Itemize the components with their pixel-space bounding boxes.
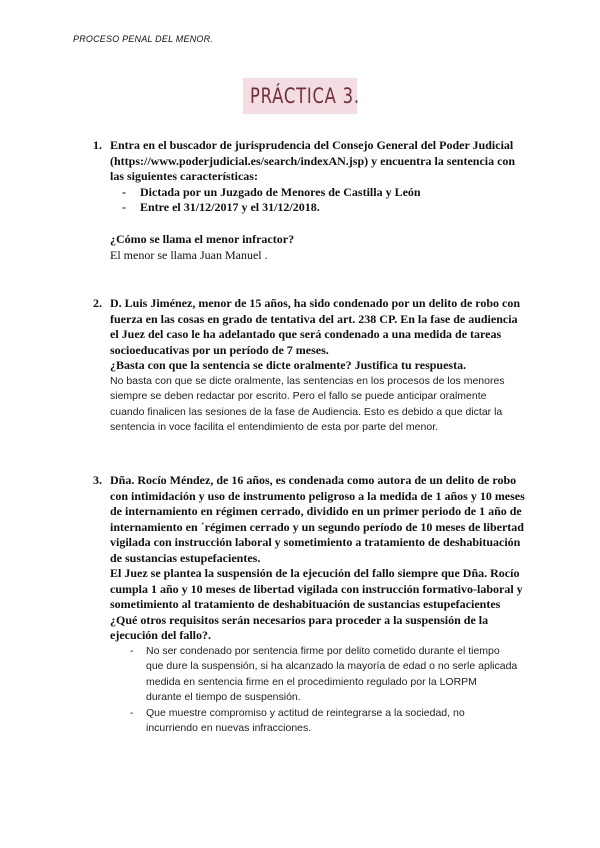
answer-line: Que muestre compromiso y actitud de reintegrarse a la sociedad, no	[146, 706, 465, 719]
question-prompt: ¿Qué otros requisitos serán necesarios para proceder a la suspensión de la	[110, 612, 489, 627]
question-text-line: Dña. Rocío Méndez, de 16 años, es condenada como autora de un delito de robo	[110, 473, 517, 487]
question-text-line: (https://www.poderjudicial.es/search/indexAN.jsp) y encuentra la sentencia con	[110, 153, 516, 168]
question-text-line: con intimidación y uso de instrumento peligroso a la medida de 1 años y 10 meses	[110, 488, 525, 503]
question-1	[93, 138, 522, 216]
question-text-line: sometimiento al tratamiento de deshabituación de sustancias estupefacientes	[110, 597, 501, 611]
question-text-line: fuerza en las cosas en grado de tentativa del art. 238 CP. En la fase de audiencia	[110, 311, 518, 326]
question-2	[93, 296, 522, 436]
question-number: 2.	[93, 296, 102, 310]
answer-line: medida en sentencia firme en el procedimiento regulado por la LORPM	[146, 675, 477, 688]
answer-line: siempre se deben redactar por escrito. Pero el fallo se puede anticipar oralmente	[110, 390, 487, 402]
question-prompt: ¿Cómo se llama el menor infractor?	[110, 232, 295, 246]
answer-line: incurriendo en nuevas infracciones.	[146, 722, 312, 734]
answer-line: No ser condenado por sentencia firme por delito cometido durante el tiempo	[146, 644, 500, 657]
question-text-line: vigilada con instrucción laboral y sometimiento a tratamiento de deshabituación	[110, 535, 521, 549]
answer-line: sentencia in voce facilita el entendimiento de esta por parte del menor.	[110, 421, 439, 433]
question-1-prompt	[93, 232, 522, 263]
question-text-line: socioeducativas por un período de 7 meses.	[110, 342, 329, 357]
page-header: PROCESO PENAL DEL MENOR.	[73, 34, 214, 44]
question-text-line: las siguientes características:	[110, 169, 258, 183]
answer-text: El menor se llama Juan Manuel .	[110, 247, 268, 262]
answer-bullet	[110, 644, 522, 706]
question-text-line: El Juez se plantea la suspensión de la ejecución del fallo siempre que Dña. Rocío	[110, 566, 520, 580]
answer-line: durante el tiempo de suspensión.	[146, 691, 301, 703]
bullet-text: Dictada por un Juzgado de Menores de Castilla y León	[140, 184, 421, 199]
bullet-text: Entre el 31/12/2017 y el 31/12/2018.	[140, 200, 320, 214]
answer-bullet	[110, 706, 522, 737]
bullet-item	[110, 185, 522, 201]
bullet-dash: -	[122, 200, 126, 214]
question-number: 1.	[93, 138, 102, 152]
bullet-dash: -	[130, 706, 134, 719]
question-text-line: de internamiento en régimen cerrado, dividido en un primer periodo de 1 año de	[110, 504, 522, 518]
answer-line: cuando finalicen las sesiones de la fase de Audiencia. Esto es debido a que dictar la	[110, 405, 503, 418]
question-text-line: D. Luis Jiménez, menor de 15 años, ha sido condenado por un delito de robo con	[110, 296, 521, 310]
question-text-line: Entra en el buscador de jurisprudencia del Consejo General del Poder Judicial	[110, 138, 514, 152]
bullet-dash: -	[122, 184, 126, 199]
question-text-line: cumpla 1 año y 10 meses de libertad vigilada con instrucción formativo-laboral y	[110, 581, 523, 596]
question-prompt: ¿Basta con que la sentencia se dicte oralmente? Justifica tu respuesta.	[110, 358, 467, 372]
page-title: PRÁCTICA 3.	[250, 84, 360, 108]
question-prompt: ejecución del fallo?.	[110, 628, 211, 642]
answer-line: No basta con que se dicte oralmente, las sentencias en los procesos de los menores	[110, 374, 505, 387]
answer-line: que dure la suspensión, si ha alcanzado la mayoría de edad o no serle aplicada	[146, 660, 518, 672]
question-text-line: de sustancias estupefacientes.	[110, 550, 261, 565]
bullet-item	[110, 200, 522, 216]
question-3	[93, 473, 525, 737]
question-text-line: el Juez del caso le ha adelantado que será condenado a una medida de tareas	[110, 327, 502, 341]
bullet-dash: -	[130, 644, 134, 657]
question-number: 3.	[93, 473, 102, 487]
question-text-line: internamiento en ´régimen cerrado y un segundo período de 10 meses de libertad	[110, 519, 524, 534]
